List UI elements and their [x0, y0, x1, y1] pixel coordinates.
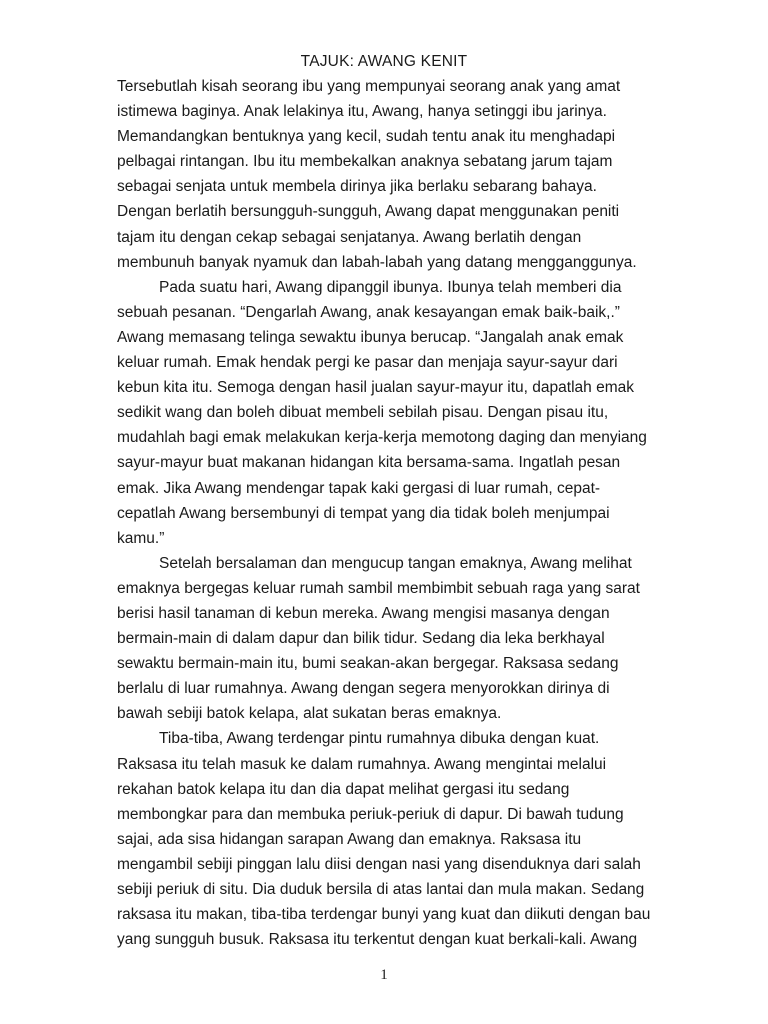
paragraph-1: [117, 74, 657, 275]
text-line: bermain-main di dalam dapur dan bilik tidur. Sedang dia leka berkhayal: [117, 630, 605, 648]
text-line: pelbagai rintangan. Ibu itu membekalkan anaknya sebatang jarum tajam: [117, 153, 613, 171]
text-line: kebun kita itu. Semoga dengan hasil jualan sayur-mayur itu, dapatlah emak: [117, 379, 634, 397]
paragraph-4: [117, 726, 657, 952]
text-line: Tiba-tiba, Awang terdengar pintu rumahnya dibuka dengan kuat.: [159, 730, 600, 748]
document-title: TAJUK: AWANG KENIT: [300, 53, 468, 70]
text-line: sebiji periuk di situ. Dia duduk bersila di atas lantai dan mula makan. Sedang: [117, 881, 645, 898]
text-line: Raksasa itu telah masuk ke dalam rumahnya. Awang mengintai melalui: [117, 755, 607, 773]
text-line: Setelah bersalaman dan mengucup tangan emaknya, Awang melihat: [159, 554, 632, 572]
text-line: Dengan berlatih bersungguh-sungguh, Awang dapat menggunakan peniti: [117, 203, 620, 221]
text-line: keluar rumah. Emak hendak pergi ke pasar dan menjaja sayur-sayur dari: [117, 354, 618, 372]
text-line: sedikit wang dan boleh dibuat membeli sebilah pisau. Dengan pisau itu,: [117, 404, 609, 422]
text-line: sajai, ada sisa hidangan sarapan Awang dan emaknya. Raksasa itu: [117, 830, 582, 848]
document-body: [117, 74, 657, 952]
text-line: mengambil sebiji pinggan lalu diisi dengan nasi yang disenduknya dari salah: [117, 855, 641, 873]
text-line: emak. Jika Awang mendengar tapak kaki gergasi di luar rumah, cepat-: [117, 479, 601, 497]
text-line: bawah sebiji batok kelapa, alat sukatan beras emaknya.: [117, 705, 502, 723]
text-line: cepatlah Awang bersembunyi di tempat yang dia tidak boleh menjumpai: [117, 504, 610, 522]
text-line: rekahan batok kelapa itu dan dia dapat melihat gergasi itu sedang: [117, 780, 570, 798]
text-line: emaknya bergegas keluar rumah sambil membimbit sebuah raga yang sarat: [117, 579, 640, 597]
text-line: istimewa baginya. Anak lelakinya itu, Awang, hanya setinggi ibu jarinya.: [117, 103, 607, 121]
text-line: kamu.”: [117, 529, 165, 547]
text-line: sebuah pesanan. “Dengarlah Awang, anak kesayangan emak baik-baik,.”: [117, 303, 620, 321]
text-line: Tersebutlah kisah seorang ibu yang mempunyai seorang anak yang amat: [117, 78, 621, 95]
text-line: Pada suatu hari, Awang dipanggil ibunya. Ibunya telah memberi dia: [159, 278, 622, 296]
text-line: sayur-mayur buat makanan hidangan kita bersama-sama. Ingatlah pesan: [117, 454, 621, 472]
text-line: raksasa itu makan, tiba-tiba terdengar bunyi yang kuat dan diikuti dengan bau: [117, 906, 651, 924]
paragraph-3: [117, 551, 657, 727]
text-line: yang sungguh busuk. Raksasa itu terkentut dengan kuat berkali-kali. Awang: [117, 931, 638, 949]
text-line: Awang memasang telinga sewaktu ibunya berucap. “Jangalah anak emak: [117, 328, 624, 346]
text-line: membongkar para dan membuka periuk-periuk di dapur. Di bawah tudung: [117, 805, 624, 823]
text-line: sewaktu bermain-main itu, bumi seakan-akan bergegar. Raksasa sedang: [117, 655, 619, 673]
text-line: sebagai senjata untuk membela dirinya jika berlaku sebarang bahaya.: [117, 178, 597, 196]
text-line: Memandangkan bentuknya yang kecil, sudah tentu anak itu menghadapi: [117, 128, 616, 146]
paragraph-2: [117, 275, 657, 551]
text-line: berisi hasil tanaman di kebun mereka. Awang mengisi masanya dengan: [117, 604, 610, 622]
text-line: berlalu di luar rumahnya. Awang dengan segera menyorokkan dirinya di: [117, 680, 610, 698]
text-line: tajam itu dengan cekap sebagai senjatanya. Awang berlatih dengan: [117, 228, 582, 246]
page-number: 1: [380, 967, 388, 983]
text-line: membunuh banyak nyamuk dan labah-labah yang datang mengganggunya.: [117, 253, 637, 271]
text-line: mudahlah bagi emak melakukan kerja-kerja memotong daging dan menyiang: [117, 429, 647, 447]
